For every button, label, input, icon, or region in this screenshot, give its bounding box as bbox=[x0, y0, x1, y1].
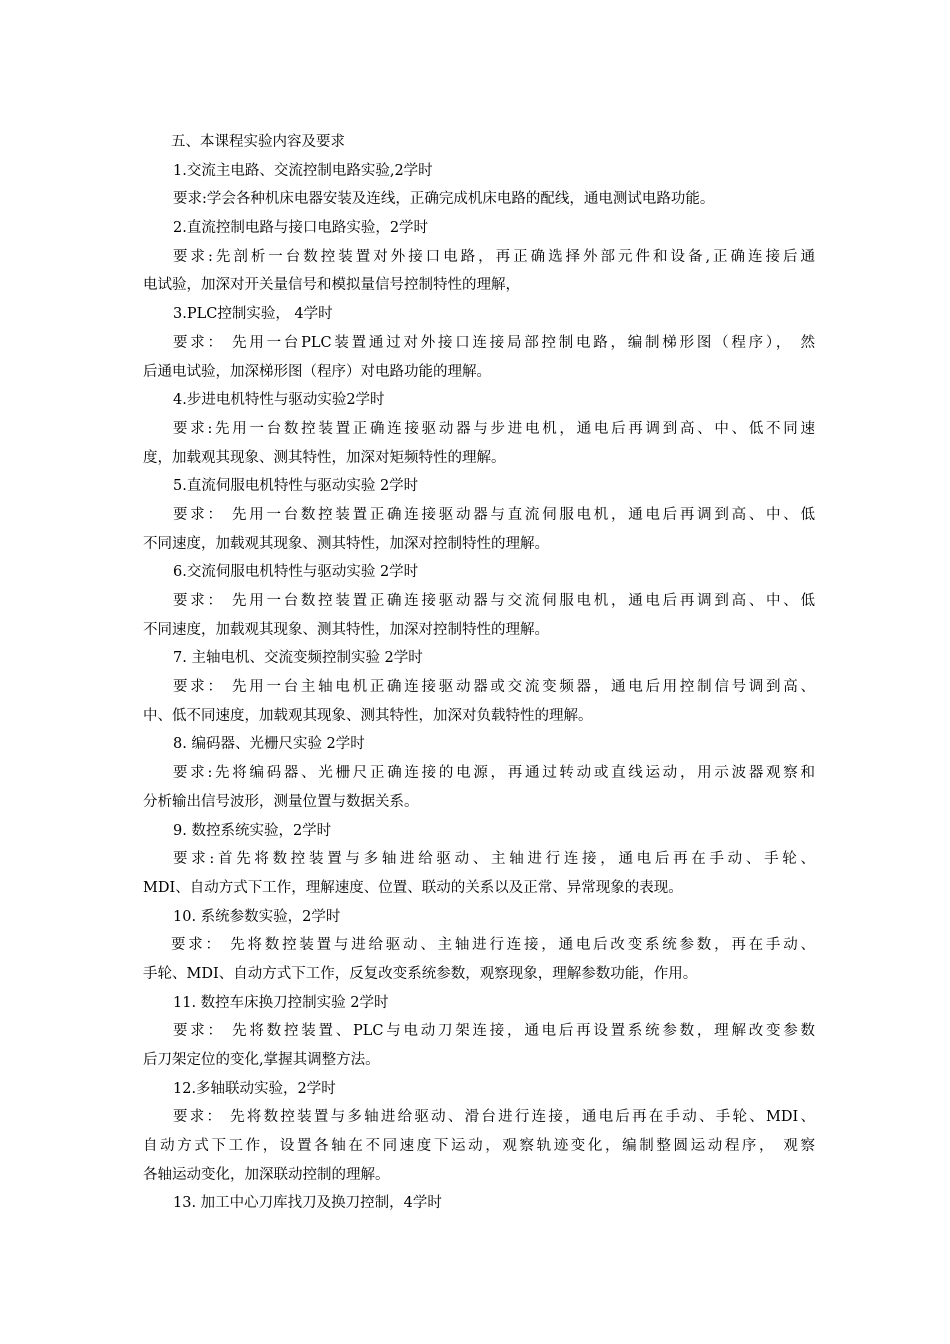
requirement-line: 手轮、MDI、自动方式下工作，反复改变系统参数，观察现象，理解参数功能，作用。 bbox=[143, 965, 698, 982]
requirement-line: 要求:先将编码器、光栅尺正确连接的电源，再通过转动或直线运动，用示波器观察和 bbox=[173, 765, 815, 782]
experiment-heading-9: 9. 数控系统实验，2学时 bbox=[173, 822, 332, 839]
requirement-line: 度，加载观其现象、测其特性，加深对矩频特性的理解。 bbox=[143, 449, 506, 466]
requirement-line: 后通电试验，加深梯形图（程序）对电路功能的理解。 bbox=[143, 363, 491, 380]
experiment-heading-7: 7. 主轴电机、交流变频控制实验 2学时 bbox=[173, 650, 423, 667]
experiment-heading-4: 4.步进电机特性与驱动实验2学时 bbox=[173, 392, 385, 409]
requirement-line: 要求:首先将数控装置与多轴进给驱动、主轴进行连接，通电后再在手动、手轮、 bbox=[173, 851, 815, 868]
requirement-line: 分析输出信号波形，测量位置与数据关系。 bbox=[143, 793, 419, 810]
requirement-line: 要求： 先将数控装置与进给驱动、主轴进行连接，通电后改变系统参数，再在手动、 bbox=[171, 937, 815, 954]
experiment-heading-1: 1.交流主电路、交流控制电路实验,2学时 bbox=[173, 162, 433, 179]
requirement-line: 各轴运动变化，加深联动控制的理解。 bbox=[143, 1166, 390, 1183]
experiment-heading-8: 8. 编码器、光栅尺实验 2学时 bbox=[173, 736, 365, 753]
experiment-heading-2: 2.直流控制电路与接口电路实验，2学时 bbox=[173, 220, 429, 237]
experiment-heading-12: 12.多轴联动实验，2学时 bbox=[173, 1080, 336, 1097]
experiment-heading-3: 3.PLC控制实验， 4学时 bbox=[173, 306, 333, 323]
requirement-line: 要求： 先用一台数控装置正确连接驱动器与直流伺服电机，通电后再调到高、中、低 bbox=[173, 506, 815, 523]
requirement-line: 后刀架定位的变化,掌握其调整方法。 bbox=[143, 1052, 380, 1068]
requirement-line: 要求： 先用一台主轴电机正确连接驱动器或交流变频器，通电后用控制信号调到高、 bbox=[173, 679, 815, 696]
requirement-line: 要求:先剖析一台数控装置对外接口电路，再正确选择外部元件和设备,正确连接后通 bbox=[173, 248, 815, 265]
requirement-line: 不同速度，加载观其现象、测其特性，加深对控制特性的理解。 bbox=[143, 621, 549, 638]
section-title: 五、本课程实验内容及要求 bbox=[171, 134, 345, 150]
experiment-heading-13: 13. 加工中心刀库找刀及换刀控制，4学时 bbox=[173, 1195, 442, 1212]
experiment-heading-5: 5.直流伺服电机特性与驱动实验 2学时 bbox=[173, 478, 419, 495]
experiment-heading-6: 6.交流伺服电机特性与驱动实验 2学时 bbox=[173, 564, 419, 581]
requirement-line: 要求： 先将数控装置、PLC与电动刀架连接，通电后再设置系统参数，理解改变参数 bbox=[173, 1023, 815, 1040]
requirement-line: 自动方式下工作，设置各轴在不同速度下运动，观察轨迹变化，编制整圆运动程序， 观察 bbox=[143, 1138, 815, 1155]
requirement-line: 要求： 先用一台PLC装置通过对外接口连接局部控制电路，编制梯形图（程序）， 然 bbox=[173, 334, 815, 351]
requirement-line: MDI、自动方式下工作，理解速度、位置、联动的关系以及正常、异常现象的表现。 bbox=[143, 879, 683, 896]
experiment-heading-10: 10. 系统参数实验，2学时 bbox=[173, 908, 341, 925]
requirement-line: 电试验，加深对开关量信号和模拟量信号控制特性的理解， bbox=[143, 277, 520, 294]
requirement-line: 要求： 先用一台数控装置正确连接驱动器与交流伺服电机，通电后再调到高、中、低 bbox=[173, 593, 815, 609]
requirement-line: 要求:学会各种机床电器安装及连线，正确完成机床电路的配线，通电测试电路功能。 bbox=[173, 191, 715, 208]
requirement-line: 中、低不同速度，加载观其现象、测其特性，加深对负载特性的理解。 bbox=[143, 707, 593, 724]
requirement-line: 要求:先用一台数控装置正确连接驱动器与步进电机，通电后再调到高、中、低不同速 bbox=[173, 420, 815, 437]
experiment-heading-11: 11. 数控车床换刀控制实验 2学时 bbox=[173, 994, 389, 1011]
requirement-line: 要求： 先将数控装置与多轴进给驱动、滑台进行连接，通电后再在手动、手轮、MDI、 bbox=[173, 1109, 815, 1126]
document-page bbox=[143, 128, 815, 1218]
requirement-line: 不同速度，加载观其现象、测其特性，加深对控制特性的理解。 bbox=[143, 535, 549, 552]
